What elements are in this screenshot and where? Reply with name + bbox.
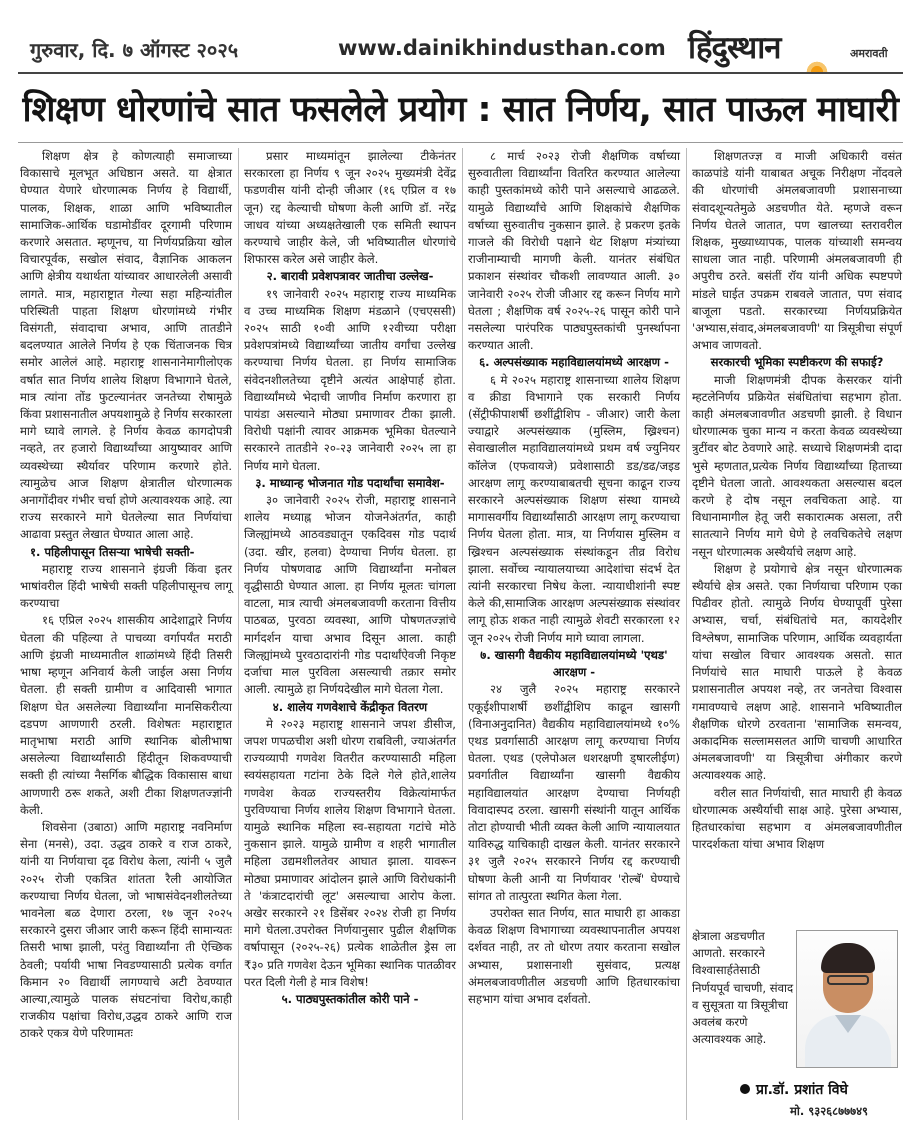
photo-glasses xyxy=(827,975,869,985)
paragraph: प्रसार माध्यमांतून झालेल्या टीकेनंतर सरकारला हा निर्णय ९ जून २०२५ मुख्यमंत्री देवेंद्र फडणवीस यांनी दोन्ही जीआर (१६ एप्रिल व १७ जून) रद्द केल्याची घोषणा केली आणि डॉ. नरेंद्र जाधव यांच्या अध्यक्षतेखाली एक समिती स्थापन करण्याचे जाहीर केले, जी भविष्यातील धोरणांचे शिफारस करेल असे जाहीर केले. xyxy=(244,149,456,267)
section-heading: ६. अल्पसंख्याक महाविद्यालयांमध्ये आरक्षण - xyxy=(479,355,669,370)
section-heading: ४. शालेय गणवेशाचे केंद्रीकृत वितरण xyxy=(272,699,428,714)
edition-city: अमरावती xyxy=(850,47,888,60)
article-column-3 xyxy=(468,148,680,1008)
article-column-4 xyxy=(692,148,902,853)
sun-icon xyxy=(805,60,829,72)
masthead-divider xyxy=(18,72,903,74)
section-heading: सरकारची भूमिका स्पष्टीकरण की सफाई? xyxy=(710,355,884,370)
closing-paragraph: क्षेत्राला अडचणीत आणतो. सरकारने विश्वासार्हतेसाठी निर्णयपूर्व चाचणी, संवाद व सुसूत्रता या त्रिसूत्रीचा अवलंब करणे अत्यावश्यक आहे. xyxy=(692,929,794,1047)
paragraph: ६ मे २०२५ महाराष्ट्र शासनाच्या शालेय शिक्षण व क्रीडा विभागाने एक सरकारी निर्णय (सेंट्रीफीपाशर्षी छशींद्वीशिप - जीआर) जारी केला ज्याद्वारे अल्पसंख्याक (मुस्लिम, ख्रिश्चन) सेवाखालील महाविद्यालयांमध्ये प्रथम वर्ष ज्युनियर कॉलेज (एफवायजे) प्रवेशासाठी डड/डढ/जइड आरक्षण लागू करण्याबाबतची सूचना काढून राज्य सरकारने अल्पसंख्याक शिक्षण संस्था यामध्ये मागासवर्गीय विद्यार्थ्यांसाठी आरक्षण लागू करण्याचा निर्णय घेतला होता. मात्र, या निर्णयास मुस्लिम व ख्रिश्चन अल्पसंख्याक संस्थांकडून तीव्र विरोध झाला. सर्वोच्च न्यायालयाच्या आदेशांचा संदर्भ देत त्यांनी सरकारचा निषेध केला. न्यायाधीशांनी स्पष्ट केले की,सामाजिक आरक्षण अल्पसंख्याक संस्थांवर लागू होऊ शकत नाही त्यामुळे शेवटी सरकारला १२ जून २०२५ रोजी निर्णय मागे घ्यावा लागला. xyxy=(468,372,680,645)
paragraph: १६ एप्रिल २०२५ शासकीय आदेशाद्वारे निर्णय घेतला की पहिल्या ते पाचव्या वर्गापर्यंत मराठी आणि इंग्रजी माध्यमातील शाळांमध्ये हिंदी तिसरी भाषा म्हणून अनिवार्य केली जाईल असा निर्णय घेतला. ही सक्ती ग्रामीण व आदिवासी भागात शिक्षण घेत असलेल्या विद्यार्थ्यांना मानसिकरीत्या दडपण आणणारी ठरली. विशेषतः महाराष्ट्रात मातृभाषा मराठी आणि स्थानिक बोलीभाषा असलेल्या विद्यार्थ्यांसाठी हिंदीतून शिकवण्याची सक्ती ही त्यांच्या नैसर्गिक बौद्धिक विकासास बाधा आणणारी ठरू शकते, अशी टीका शिक्षणतज्ज्ञांनी केली. xyxy=(20,613,232,817)
section-heading: ३. माध्यान्ह भोजनात गोड पदार्थांचा समावेश- xyxy=(255,475,445,490)
section-heading: १. पहिलीपासून तिसऱ्या भाषेची सक्ती- xyxy=(30,544,195,559)
newspaper-logo: हिंदुस्थान xyxy=(688,30,781,66)
paragraph: शिवसेना (उबाठा) आणि महाराष्ट्र नवनिर्माण सेना (मनसे), उदा. उद्धव ठाकरे व राज ठाकरे, यांनी या निर्णयाचा दृढ विरोध केला, त्यांनी ५ जुलै २०२५ रोजी एकत्रित शांतता रैली आयोजित करण्याचा निर्णय घेतला, जो भाषासंवेदनशीलतेच्या भावनेला बळ देणारा ठरला, १७ जून २०२५ सरकारने दुसरा जीआर जारी करून हिंदी सामान्यतः तिसरी भाषा झाली, परंतु विद्यार्थ्यांना ती ऐच्छिक ठेवली; पर्यायी भाषा निवडण्यासाठी प्रत्येक वर्गात किमान २० विद्यार्थी लागण्याचे अटी ठेवण्यात आल्या,त्यामुळे पालक संघटनांचा विरोध,काही राजकीय पक्षांचा विरोध,उद्धव ठाकरे आणि राज ठाकरे एकत्र येणे परिणामतः xyxy=(20,819,232,1041)
article-column-2 xyxy=(244,148,456,1008)
paragraph: मे २०२३ महाराष्ट्र शासनाने जपश डीसीज, जपश णपळचीश अशी धोरण राबविली, ज्याअंतर्गत राज्यव्यापी गणवेश वितरीत करण्यासाठी महिला स्वयंसहायता गटांना ठेके दिले गेले होते,शालेय गणवेश केवळ राज्यस्तरीय विक्रेत्यांमार्फत पुरविण्याचा निर्णय शालेय शिक्षण विभागाने घेतला. यामुळे स्थानिक महिला स्व-सहायता गटांचे मोठे नुकसान झाले. यामुळे ग्रामीण व शहरी भागातील महिला उद्यमशीलतेवर आघात झाला. यावरून मोठ्या प्रमाणावर आंदोलन झाले आणि विरोधकांनी ते 'कंत्राटदारांची लूट' असल्याचा आरोप केला. अखेर सरकारने २१ डिसेंबर २०२४ रोजी हा निर्णय मागे घेतला.उपरोक्त निर्णयानुसार पुढील शैक्षणिक वर्षापासून (२०२५-२६) प्रत्येक शाळेतील ड्रेस ला ₹३० प्रति गणवेश देऊन भूमिका स्थानिक पातळीवर परत दिली गेली हे मात्र विशेष! xyxy=(244,716,456,989)
paragraph: ८ मार्च २०२३ रोजी शैक्षणिक वर्षाच्या सुरुवातीला विद्यार्थ्यांना वितरित करण्यात आलेल्या काही पुस्तकांमध्ये कोरी पाने असल्याचे आढळले. यामुळे विद्यार्थ्यांचे आणि शिक्षकांचे शैक्षणिक वर्षाच्या सुरुवातीच नुकसान झाले. हे प्रकरण इतके गाजले की विरोधी पक्षाने थेट शिक्षण मंत्र्यांच्या राजीनाम्याची मागणी केली. यानंतर संबंधित प्रकाशन संस्थांवर चौकशी लावण्यात आली. ३० जानेवारी २०२५ रोजी जीआर रद्द करून निर्णय मागे घेतला ; शैक्षणिक वर्ष २०२५-२६ पासून कोरी पाने नसलेल्या पारंपरिक पाठ्यपुस्तकांची पुनर्स्थापना करण्यात आली. xyxy=(468,149,680,353)
paragraph: २४ जुलै २०२५ महाराष्ट्र सरकारने एकूईशीपाशर्षी छशींद्वीशिप काढून खासगी (विनाअनुदानित) वैद्यकीय महाविद्यालयांमध्ये १०% एथड प्रवर्गासाठी आरक्षण लागू करण्याचा निर्णय घेतला. एथड (एलेपोअल धशरक्षणी ड्षारलीईण) प्रवर्गातील विद्यार्थ्यांना खासगी वैद्यकीय महाविद्यालयांत आरक्षण देण्याचा निर्णयही विवादास्पद ठरला. खासगी संस्थांनी यातून आर्थिक तोटा होण्याची भीती व्यक्त केली आणि न्यायालयात याविरुद्ध याचिकाही दाखल केली. यानंतर सरकारने ३१ जुलै २०२५ सरकारने निर्णय रद्द करण्याची घोषणा केली आनी या निर्णयावर 'रोल्बॅ' घेण्याचे सांगत तो तात्पुरता स्थगित केला गेला. xyxy=(468,682,680,903)
section-heading: ७. खासगी वैद्यकीय महाविद्यालयांमध्ये 'एथड' आरक्षण - xyxy=(480,647,668,680)
paragraph: शिक्षणतज्ज्ञ व माजी अधिकारी वसंत काळपांडे यांनी याबाबत अचूक निरीक्षण नोंदवले की धोरणांची अंमलबजावणी प्रशासनाच्या संवादशून्यतेमुळे अडचणीत येते. म्हणजे वरून निर्णय घेतले जातात, पण खालच्या स्तरावरील शिक्षक, मुख्याध्यापक, पालक यांच्याशी समन्वय साधला जात नाही. परिणामी अंमलबजावणी ही अपुरीच ठरते. बसंतीं रॉय यांनी अधिक स्पष्टपणे मांडले घाईत उपक्रम राबवले जातात, पण संवाद बाजूला पडतो. सरकारच्या निर्णयप्रक्रियेत 'अभ्यास,संवाद,अंमलबजावणी' या त्रिसूत्रीचा संपूर्ण अभाव जाणवतो. xyxy=(692,149,902,353)
paragraph: माजी शिक्षणमंत्री दीपक केसरकर यांनी म्हटलेनिर्णय प्रक्रियेत संबंधितांचा सहभाग होता. काही अंमलबजावणीत अडचणी झाली. हे विधान धोरणात्मक चुका मान्य न करता केवळ व्यवस्थेच्या त्रुटींवर बोट ठेवणारे आहे. सध्याचे शिक्षणमंत्री दादा भुसे म्हणतात,प्रत्येक निर्णय विद्यार्थ्यांच्या हिताच्या दृष्टीने घेतला जातो. आवश्यकता असल्यास बदल करणे हे दोष नसून लवचिकता आहे. या विधानामागील हेतू जरी सकारात्मक असला, तरी सातत्याने निर्णय मागे घेणे हे लवचिकतेचे लक्षण नसून धोरणात्मक अस्थैर्याचे लक्षण आहे. xyxy=(692,372,902,559)
author-box xyxy=(692,928,902,1076)
article-headline: शिक्षण धोरणांचे सात फसलेले प्रयोग : सात निर्णय, सात पाऊल माघारी xyxy=(22,90,899,130)
section-heading: ५. पाठ्यपुस्तकांतील कोरी पाने - xyxy=(281,991,419,1006)
paragraph: १९ जानेवारी २०२५ महाराष्ट्र राज्य माध्यमिक व उच्च माध्यमिक शिक्षण मंडळाने (एचएससी) २०२५ साठी १०वी आणि १२वीच्या परीक्षा प्रवेशपत्रांमध्ये विद्यार्थ्यांच्या जातीय वर्गांचा उल्लेख करण्याचा निर्णय घेतला. हा निर्णय सामाजिक संवेदनशीलतेच्या दृष्टीने अत्यंत आक्षेपार्ह होता. विद्यार्थ्यांमध्ये भेदाची जाणीव निर्माण करणारा हा पायंडा असल्याने मोठ्या प्रमाणावर टीका झाली. विरोधी पक्षांनी त्यावर आक्रमक भूमिका घेतल्याने सरकारने तातडीने २०-२३ जानेवारी २०२५ ला हा निर्णय मागे घेतला. xyxy=(244,286,456,473)
bullet-icon xyxy=(740,1084,750,1094)
paragraph: महाराष्ट्र राज्य शासनाने इंग्रजी किंवा इतर भाषांवरील हिंदी भाषेची सक्ती पहिलीपासूनच लागू करण्याचा xyxy=(20,561,232,611)
paragraph: उपरोक्त सात निर्णय, सात माघारी हा आकडा केवळ शिक्षण विभागाच्या व्यवस्थापनातील अपयश दर्शवत नाही, तर तो धोरण तयार करताना सखोल अभ्यास, प्रशासनाशी सुसंवाद, प्रत्यक्ष अंमलबजावणीतील अडचणी आणि हितधारकांचा सहभाग यांचा अभाव दर्शवतो. xyxy=(468,905,680,1006)
author-photo xyxy=(796,930,898,1068)
photo-hair xyxy=(821,943,875,973)
headline-divider xyxy=(18,142,903,143)
column-divider xyxy=(462,148,463,1120)
paragraph: शिक्षण हे प्रयोगाचे क्षेत्र नसून धोरणात्मक स्थैर्याचे क्षेत्र असते. एका निर्णयाचा परिणाम एका पिढीवर होतो. त्यामुळे निर्णय घेण्यापूर्वी पुरेसा अभ्यास, चर्चा, संबंधितांचे मत, कायदेशीर विश्लेषण, सामाजिक परिणाम, आर्थिक व्यवहार्यता यांचा सखोल विचार आवश्यक असतो. सात निर्णयांचे सात माघारी पाऊले हे केवळ प्रशासनातील अपयश नव्हे, तर जनतेचा विश्वास गमावण्याचे लक्षण आहे. शासनाने भविष्यातील शैक्षणिक धोरणे ठरवताना 'सामाजिक समन्वय, अकादमिक सल्लामसलत आणि चाचणी आधारित अंमलबजावणी' या त्रिसूत्रीचा अंगीकार करणे अत्यावश्यक आहे. xyxy=(692,561,902,783)
column-divider xyxy=(686,148,687,1120)
masthead xyxy=(0,0,921,78)
paragraph: शिक्षण क्षेत्र हे कोणत्याही समाजाच्या विकासाचे मूलभूत अधिष्ठान असते. या क्षेत्रात घेण्यात येणारे धोरणात्मक निर्णय हे विद्यार्थी, पालक, शिक्षक, शाळा आणि भविष्यातील सामाजिक-आर्थिक घडामोडींवर दूरगामी परिणाम करणारे असतात. म्हणूनच, या निर्णयप्रक्रिया खोल विचारपूर्वक, सखोल संवाद, वैज्ञानिक आकलन आणि क्षेत्रीय यथार्थता यांच्यावर आधारलेली असावी लागते. मात्र, महाराष्ट्रात गेल्या सहा महिन्यांतील परिस्थिती पाहता शिक्षण धोरणांमध्ये गंभीर विसंगती, संवादाचा अभाव, आणि तातडीने बदलण्यात आलेले निर्णय हे एक चिंताजनक चित्र समोर आलेलं आहे. महाराष्ट्र शासनानेमागीलोएक वर्षात सात निर्णय शालेय शिक्षण विभागाने घेतले, मात्र त्यांना तोंड फुटल्यानंतर जनतेच्या रोषामुळे किंवा प्रशासनातील अपयशामुळे हे निर्णय सरकारला मागे घ्यावे लागले. हे निर्णय केवळ कागदोपत्री नव्हते, तर हजारो विद्यार्थ्यांच्या आयुष्यावर आणि व्यवस्थेच्या स्थैर्यावर परिणाम करणारे होते. त्यामुळेच आज शिक्षण क्षेत्रातील धोरणात्मक अनागोंदीवर गंभीर चर्चा होणे अत्यावश्यक आहे. त्या राज्य सरकारने मागे घेतलेल्या सात निर्णयांचा आढावा प्रस्तुत लेखात घेण्यात आला आहे. xyxy=(20,149,232,542)
paragraph: ३० जानेवारी २०२५ रोजी, महाराष्ट्र शासनाने शालेय मध्याह्न भोजन योजनेअंतर्गत, काही जिल्ह्यांमध्ये आठवड्यातून एकदिवस गोड पदार्थ (उदा. खीर, हलवा) देण्याचा निर्णय घेतला. हा निर्णय पोषणवाढ आणि विद्यार्थ्यांना मनोबल वृद्धीसाठी घेण्यात आला. हा निर्णय मूलतः चांगला वाटला, मात्र त्याची अंमलबजावणी करताना वित्तीय पाठबळ, पुरवठा व्यवस्था, आणि पोषणतज्ज्ञांचे मार्गदर्शन याचा अभाव दिसून आला. काही जिल्ह्यांमध्ये पुरवठादारांनी गोड पदार्थांऐवजी निकृष्ट दर्जाचा माल पुरविला असल्याची तक्रार समोर आली. त्यामुळे हा निर्णयदेखील मागे घेतला गेला. xyxy=(244,493,456,697)
paragraph: वरील सात निर्णयांची, सात माघारी ही केवळ धोरणात्मक अस्थैर्याची साक्ष आहे. पुरेसा अभ्यास, हितधारकांचा सहभाग व अंमलबजावणीतील पारदर्शकता यांचा अभाव शिक्षण xyxy=(692,785,902,852)
website-link[interactable]: www.dainikhindusthan.com xyxy=(338,36,666,60)
author-byline xyxy=(740,1080,848,1099)
issue-date: गुरुवार, दि. ७ ऑगस्ट २०२५ xyxy=(30,38,239,62)
section-heading: २. बारावी प्रवेशपत्रावर जातीचा उल्लेख- xyxy=(266,269,434,284)
article-column-1 xyxy=(20,148,232,1043)
column-divider xyxy=(238,148,239,1120)
author-mobile: मो. ९३२६८७७७४९ xyxy=(790,1104,869,1118)
author-name: प्रा.डॉ. प्रशांत विघे xyxy=(756,1082,848,1098)
